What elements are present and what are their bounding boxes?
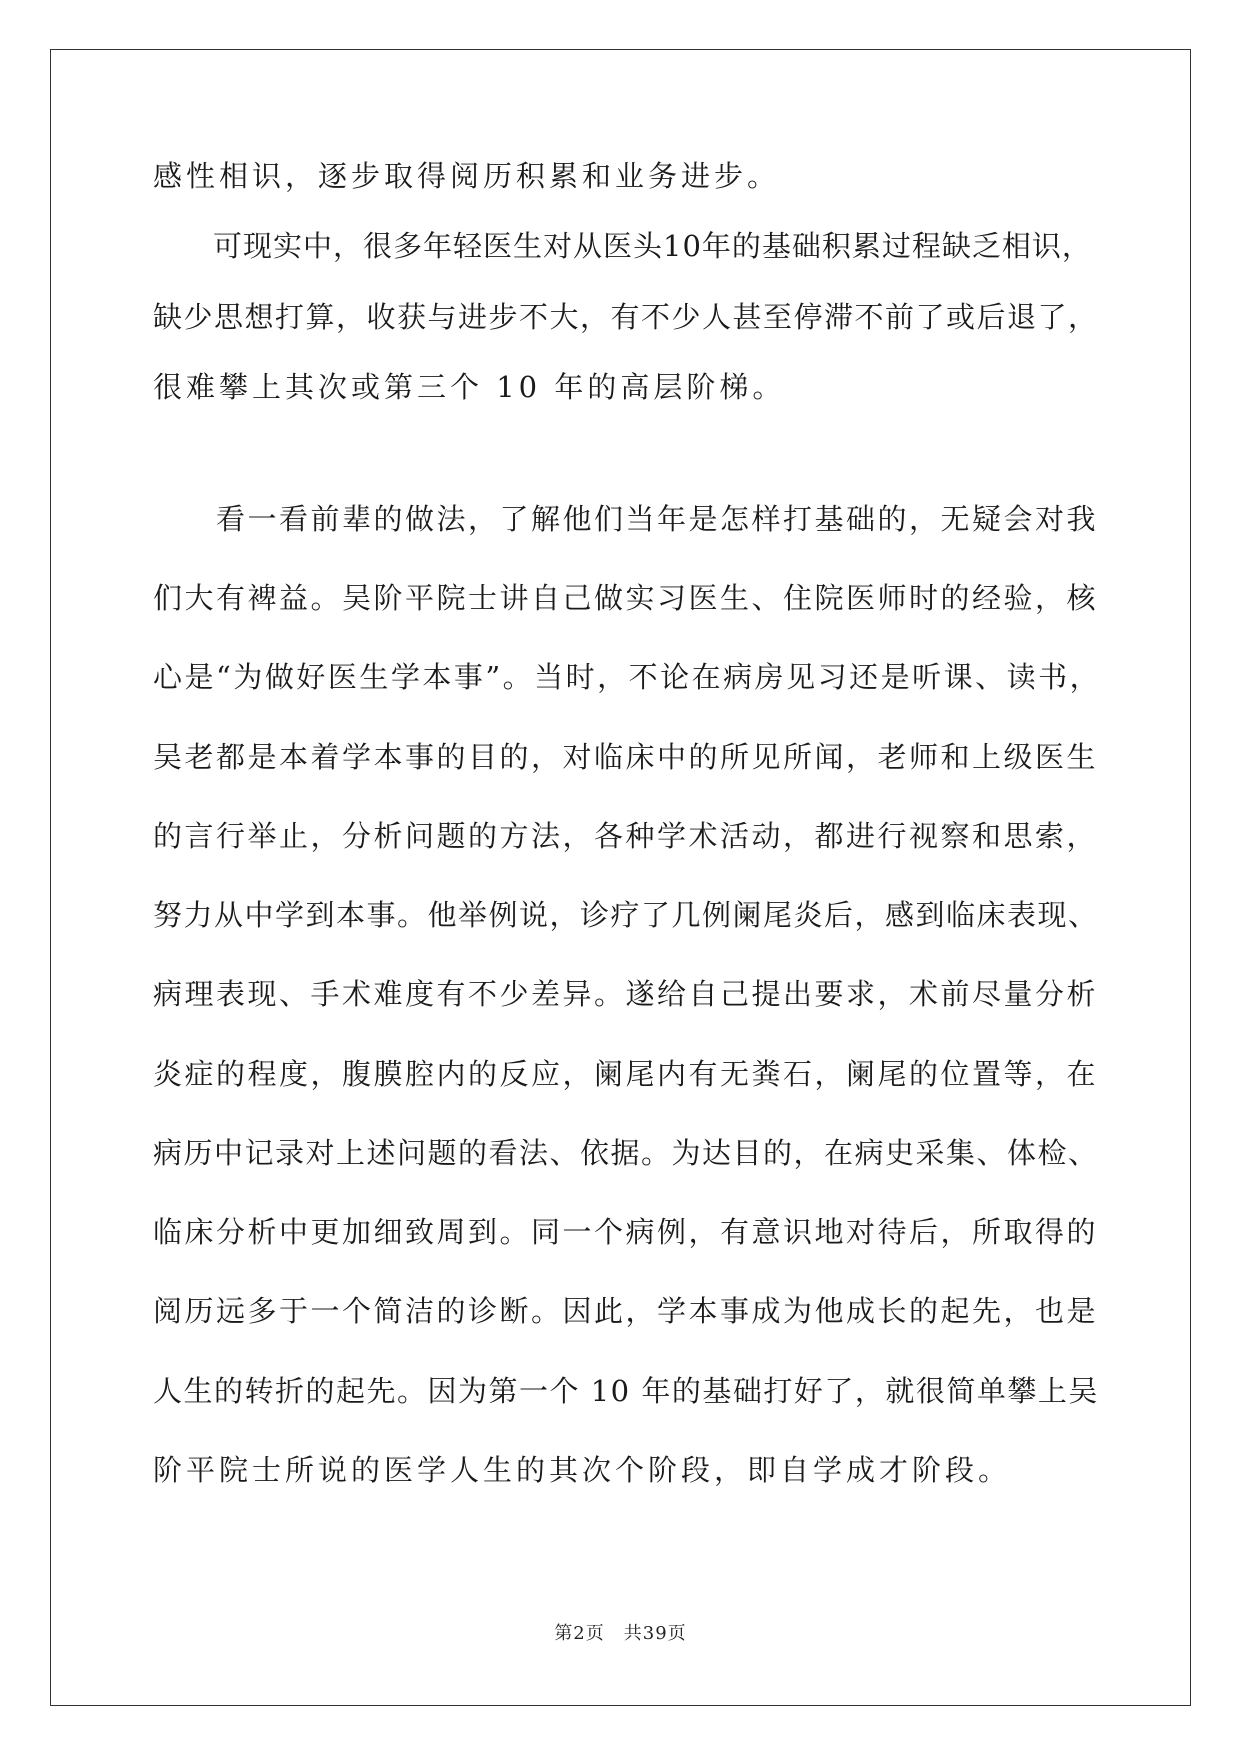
text-line: 的言行举止，分析问题的方法，各种学术活动，都进行视察和思索， xyxy=(153,819,1099,853)
text-line: 感性相识，逐步取得阅历积累和业务进步。 xyxy=(153,159,781,193)
text-line: 缺少思想打算，收获与进步不大，有不少人甚至停滞不前了或后退了， xyxy=(153,300,1099,334)
text-line: 努力从中学到本事。他举例说，诊疗了几例阑尾炎后，感到临床表现、 xyxy=(153,898,1099,932)
text-line: 心是“为做好医生学本事”。当时，不论在病房见习还是听课、读书， xyxy=(153,660,1102,694)
text-line: 阅历远多于一个简洁的诊断。因此，学本事成为他成长的起先，也是 xyxy=(153,1294,1099,1328)
text-line: 病理表现、手术难度有不少差异。遂给自己提出要求，术前尽量分析 xyxy=(153,977,1099,1011)
text-line: 炎症的程度，腹膜腔内的反应，阑尾内有无粪石，阑尾的位置等，在 xyxy=(153,1057,1099,1091)
page-number: 第2页 共39页 xyxy=(554,1623,687,1644)
text-line: 很难攀上其次或第三个 10 年的高层阶梯。 xyxy=(153,370,786,404)
text-line: 可现实中，很多年轻医生对从医头10年的基础积累过程缺乏相识， xyxy=(153,229,1092,263)
text-line: 病历中记录对上述问题的看法、依据。为达目的，在病史采集、体检、 xyxy=(153,1136,1099,1170)
text-line: 们大有裨益。吴阶平院士讲自己做实习医生、住院医师时的经验，核 xyxy=(153,581,1099,615)
text-line: 阶平院士所说的医学人生的其次个阶段，即自学成才阶段。 xyxy=(153,1453,1012,1487)
text-line: 人生的转折的起先。因为第一个 10 年的基础打好了，就很简单攀上吴 xyxy=(153,1374,1099,1408)
text-line: 看一看前辈的做法，了解他们当年是怎样打基础的，无疑会对我 xyxy=(153,502,1099,536)
text-line: 吴老都是本着学本事的目的，对临床中的所见所闻，老师和上级医生 xyxy=(153,740,1099,774)
text-line: 临床分析中更加细致周到。同一个病例，有意识地对待后，所取得的 xyxy=(153,1215,1099,1249)
